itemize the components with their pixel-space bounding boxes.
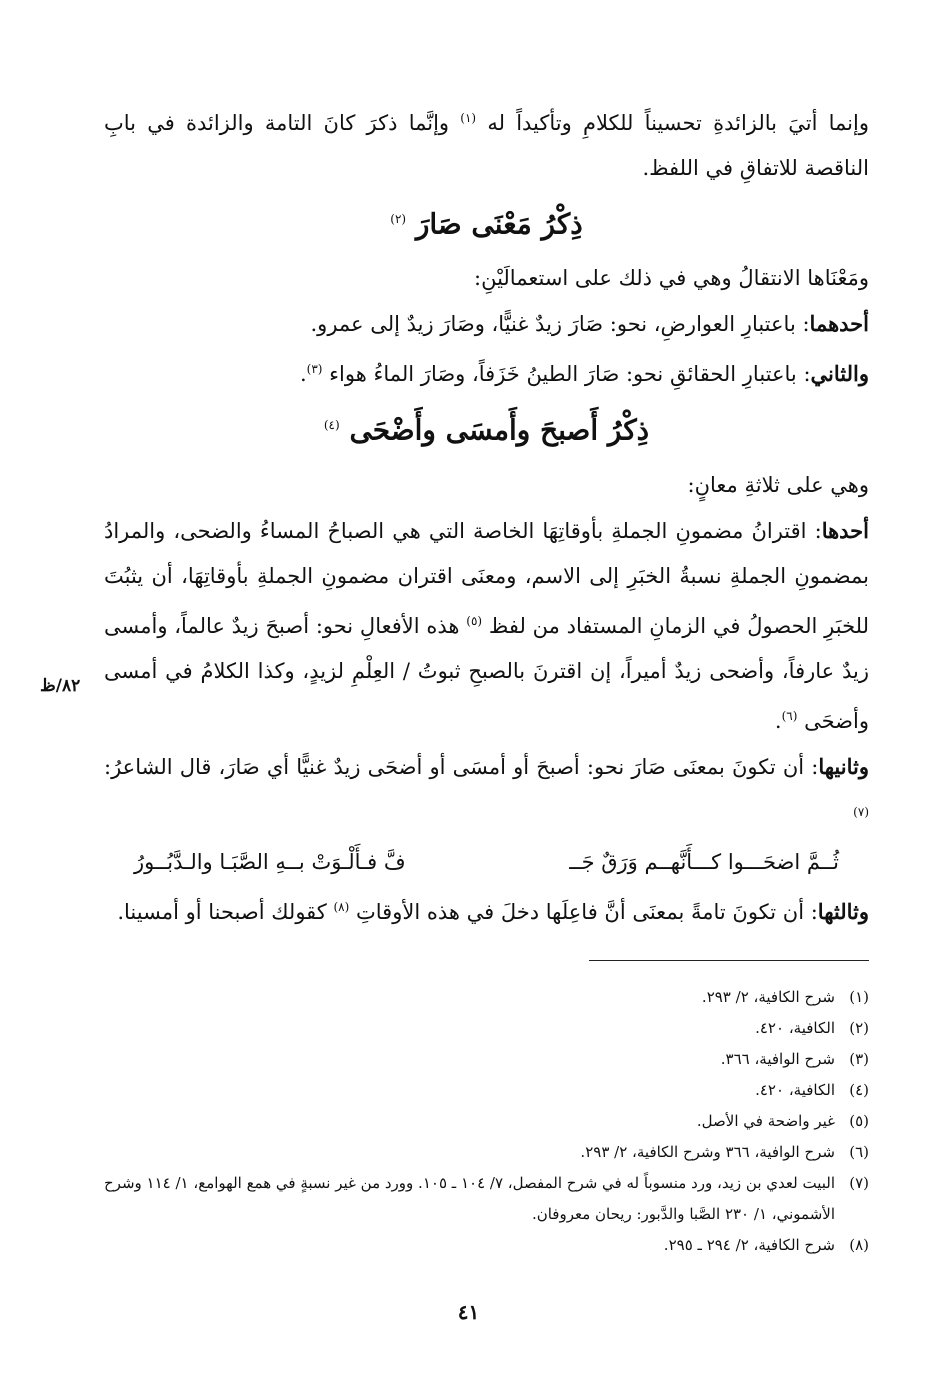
paragraph: أحدهما: باعتبارِ العوارضِ، نحو: صَارَ زيدٌ غنيًّا، وصَارَ زيدٌ إلى عمرو. — [310, 311, 869, 337]
footnote: (٣) شرح الوافية، ٣٦٦. — [720, 1050, 869, 1068]
footnote: (٧) البيت لعدي بن زيد، ورد منسوباً له في شرح المفصل، ٧/ ١٠٤ ـ ١٠٥. وورد من غير نسبةٍ في همع الهوامع، ١/ ١١٤ وشرح الأشموني، ١/ ٢٣٠ الصَّبا والدَّبور: ريحان معروفان. — [104, 1174, 869, 1223]
footnote: (١) شرح الكافية، ٢/ ٢٩٣. — [701, 988, 869, 1006]
section-heading: ذِكْرُ مَعْنَى صَارَ $^{(٢)}$ — [390, 207, 583, 241]
footnote: (٥) غير واضحة في الأصل. — [696, 1112, 869, 1130]
main-text — [104, 96, 869, 935]
footnote-ref[interactable]: (٢) — [390, 212, 407, 226]
footnote-ref[interactable]: (٤) — [323, 418, 340, 433]
manuscript-folio-note: ٨٢/ظ — [40, 676, 81, 696]
paragraph: أحدها: اقترانُ مضمونِ الجملةِ بأوقاتِهَا الخاصة التي هي الصباحُ المساءُ والضحى، والمرادُ بمضمونِ الجملةِ نسبةُ الخبَرِ إلى الاسم، ومعنَى اقتران مضمونِ الجملةِ بأوقاتِهَا، أن يثبُتَ للخبَرِ الحصولُ في الزمانِ المستفاد من لفظ $^{(٥)}$ هذه الأفعالِ نحو: أصبحَ زيدٌ عالماً، وأمسى زيدٌ عارفاً، وأضحى زيدٌ أميراً، إن اقترنَ بالصبحِ ثبوتُ / العِلْمِ لزيدٍ، وكذا الكلامُ في أمسى وأضحَى $^{(٦)}$. — [104, 517, 869, 733]
footnote-divider — [589, 960, 869, 961]
poem-verse — [104, 840, 869, 885]
footnote-ref[interactable]: (٧) — [853, 804, 869, 819]
paragraph: وثانيها: أن تكونَ بمعنَى صَارَ نحو: أصبحَ أو أمسَى أو أضحَى زيدٌ غنيًّا أي صَارَ، قال الشاعرُ: $^{(٧)}$ — [104, 753, 869, 819]
footnote: (٦) شرح الوافية، ٣٦٦ وشرح الكافية، ٢/ ٢٩٣. — [580, 1143, 869, 1161]
section-heading: ذِكْرُ أَصبحَ وأَمسَى وأَضْحَى $^{(٤)}$ — [323, 413, 650, 447]
poem-second-hemistich: فَّ فـأَلْـوَتْ بــهِ الصَّبَـا والـدَّبُــورُ — [134, 849, 406, 874]
paragraph: ومَعْنَاها الانتقالُ وهي في ذلك على استعمالَيْنِ: — [474, 266, 869, 291]
footnote: (٤) الكافية، ٤٢٠. — [755, 1081, 869, 1099]
footnotes — [104, 982, 869, 1261]
footnote: (٢) الكافية، ٤٢٠. — [755, 1019, 869, 1037]
paragraph: وإنما أتيَ بالزائدةِ تحسيناً للكلامِ وتأكيداً له $^{(١)}$ وإنَّما ذكرَ كانَ التامة والزائدة في بابِ الناقصة للاتفاقِ في اللفظ. — [104, 111, 869, 180]
footnote-ref[interactable]: (٣) — [306, 362, 323, 377]
paragraph: والثاني: باعتبارِ الحقائقِ نحو: صَارَ الطينُ خَزَفاً، وصَارَ الماءُ هواء $^{(٣)}$. — [299, 361, 869, 387]
paragraph: وثالثها: أن تكونَ تامةً بمعنَى أنَّ فاعِلَها دخلَ في هذه الأوقاتِ $^{(٨)}$ كقولك أصبحنا أو أمسينا. — [117, 898, 869, 924]
footnote-ref[interactable]: (٨) — [333, 899, 350, 914]
page-number: ٤١ — [457, 1300, 480, 1324]
paragraph: وهي على ثلاثةِ معانٍ: — [687, 472, 869, 497]
footnote: (٨) شرح الكافية، ٢/ ٢٩٤ ـ ٢٩٥. — [663, 1236, 869, 1254]
footnote-ref[interactable]: (٥) — [466, 613, 483, 628]
footnote-ref[interactable]: (١) — [460, 111, 477, 125]
poem-first-hemistich: ثُــمَّ اضحَـــوا كـــأَنَّهــم وَرَقٌ جَــ — [569, 849, 839, 874]
footnote-ref[interactable]: (٦) — [781, 708, 798, 723]
